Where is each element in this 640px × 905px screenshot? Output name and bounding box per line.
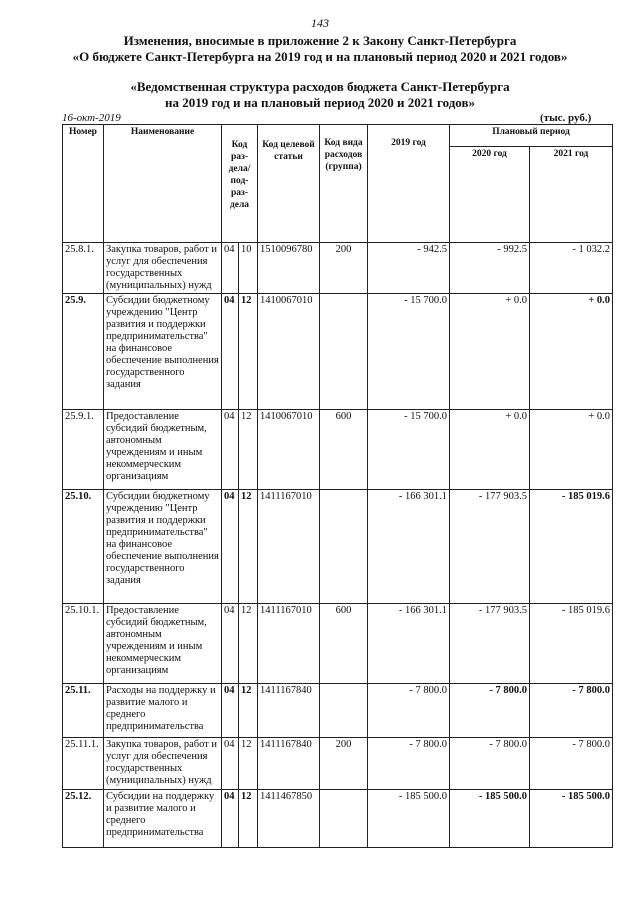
title-line-2: «О бюджете Санкт-Петербурга на 2019 год и на плановый период 2020 и 2021 годов» bbox=[72, 49, 568, 64]
row-name: Закупка товаров, работ и услуг для обеспечения государственных (муниципальных) нужд bbox=[104, 738, 222, 790]
row-2021: + 0.0 bbox=[530, 410, 613, 490]
table-row bbox=[63, 243, 613, 294]
row-2020: + 0.0 bbox=[450, 410, 530, 490]
row-expense bbox=[320, 790, 368, 848]
document-date: 16-окт-2019 bbox=[62, 112, 121, 124]
row-2021: - 7 800.0 bbox=[530, 684, 613, 738]
row-2020: - 992.5 bbox=[450, 243, 530, 294]
row-target: 1410067010 bbox=[258, 294, 320, 410]
row-2019: - 942.5 bbox=[368, 243, 450, 294]
row-number: 25.9. bbox=[63, 294, 104, 410]
units-label: (тыс. руб.) bbox=[540, 112, 592, 124]
row-2020: - 185 500.0 bbox=[450, 790, 530, 848]
subtitle-line-2: на 2019 год и на плановый период 2020 и 2021 годов» bbox=[164, 95, 475, 110]
table-row bbox=[63, 738, 613, 790]
row-2020: - 7 800.0 bbox=[450, 684, 530, 738]
row-number: 25.10. bbox=[63, 490, 104, 604]
table-row bbox=[63, 790, 613, 848]
row-name: Предоставление субсидий бюджетным, автономным учреждениям и иным некоммерческим организациям bbox=[104, 604, 222, 684]
row-name: Предоставление субсидий бюджетным, автономным учреждениям и иным некоммерческим организациям bbox=[104, 410, 222, 490]
row-expense bbox=[320, 294, 368, 410]
header-expense-type-code: Код вида расходов (группа) bbox=[320, 125, 368, 243]
row-expense: 200 bbox=[320, 738, 368, 790]
row-number: 25.10.1. bbox=[63, 604, 104, 684]
row-2021: - 7 800.0 bbox=[530, 738, 613, 790]
row-target: 1410067010 bbox=[258, 410, 320, 490]
table-row bbox=[63, 410, 613, 490]
row-number: 25.11. bbox=[63, 684, 104, 738]
document-subtitle bbox=[0, 79, 640, 111]
row-name: Субсидии бюджетному учреждению "Центр развития и поддержки предпринимательства" на финансовое обеспечение выполнения государственного задания bbox=[104, 490, 222, 604]
row-expense: 600 bbox=[320, 410, 368, 490]
row-section: 04 bbox=[222, 294, 239, 410]
row-number: 25.8.1. bbox=[63, 243, 104, 294]
row-2021: - 1 032.2 bbox=[530, 243, 613, 294]
row-subsection: 12 bbox=[239, 790, 258, 848]
row-subsection: 12 bbox=[239, 738, 258, 790]
row-subsection: 10 bbox=[239, 243, 258, 294]
subtitle-line-1: «Ведомственная структура расходов бюджета Санкт-Петербурга bbox=[130, 79, 510, 94]
row-name: Расходы на поддержку и развитие малого и среднего предпринимательства bbox=[104, 684, 222, 738]
header-year-2021: 2021 год bbox=[530, 147, 613, 243]
row-target: 1411167010 bbox=[258, 604, 320, 684]
header-planned-period: Плановый период bbox=[450, 125, 613, 147]
table-row bbox=[63, 490, 613, 604]
row-2020: - 177 903.5 bbox=[450, 604, 530, 684]
row-2019: - 185 500.0 bbox=[368, 790, 450, 848]
row-2020: - 7 800.0 bbox=[450, 738, 530, 790]
row-expense: 600 bbox=[320, 604, 368, 684]
row-target: 1411167010 bbox=[258, 490, 320, 604]
title-line-1: Изменения, вносимые в приложение 2 к Закону Санкт-Петербурга bbox=[123, 33, 517, 48]
row-expense bbox=[320, 684, 368, 738]
row-section: 04 bbox=[222, 738, 239, 790]
row-expense: 200 bbox=[320, 243, 368, 294]
row-2020: - 177 903.5 bbox=[450, 490, 530, 604]
row-2021: - 185 019.6 bbox=[530, 490, 613, 604]
row-target: 1411167840 bbox=[258, 684, 320, 738]
row-2019: - 166 301.1 bbox=[368, 604, 450, 684]
table-header bbox=[63, 125, 613, 243]
row-number: 25.12. bbox=[63, 790, 104, 848]
row-2021: + 0.0 bbox=[530, 294, 613, 410]
row-section: 04 bbox=[222, 604, 239, 684]
row-number: 25.11.1. bbox=[63, 738, 104, 790]
row-section: 04 bbox=[222, 790, 239, 848]
page-number: 143 bbox=[311, 16, 329, 30]
row-2020: + 0.0 bbox=[450, 294, 530, 410]
row-section: 04 bbox=[222, 490, 239, 604]
budget-table bbox=[62, 124, 613, 848]
table-row bbox=[63, 604, 613, 684]
row-subsection: 12 bbox=[239, 490, 258, 604]
row-2021: - 185 019.6 bbox=[530, 604, 613, 684]
row-section: 04 bbox=[222, 410, 239, 490]
row-expense bbox=[320, 490, 368, 604]
header-year-2019: 2019 год bbox=[368, 125, 450, 243]
row-2019: - 166 301.1 bbox=[368, 490, 450, 604]
document-title bbox=[0, 33, 640, 65]
row-2021: - 185 500.0 bbox=[530, 790, 613, 848]
row-section: 04 bbox=[222, 684, 239, 738]
row-target: 1510096780 bbox=[258, 243, 320, 294]
header-section-code: Код раз-дела/ под-раз-дела bbox=[222, 125, 258, 243]
row-section: 04 bbox=[222, 243, 239, 294]
table-body bbox=[63, 243, 613, 848]
row-2019: - 15 700.0 bbox=[368, 410, 450, 490]
row-subsection: 12 bbox=[239, 684, 258, 738]
row-name: Субсидии бюджетному учреждению "Центр развития и поддержки предпринимательства" на финансовое обеспечение выполнения государственного задания bbox=[104, 294, 222, 410]
row-2019: - 7 800.0 bbox=[368, 738, 450, 790]
row-number: 25.9.1. bbox=[63, 410, 104, 490]
row-subsection: 12 bbox=[239, 410, 258, 490]
row-subsection: 12 bbox=[239, 294, 258, 410]
table-row bbox=[63, 294, 613, 410]
header-number: Номер bbox=[63, 125, 104, 243]
row-name: Субсидии на поддержку и развитие малого и среднего предпринимательства bbox=[104, 790, 222, 848]
row-target: 1411467850 bbox=[258, 790, 320, 848]
row-subsection: 12 bbox=[239, 604, 258, 684]
header-name: Наименование bbox=[104, 125, 222, 243]
row-name: Закупка товаров, работ и услуг для обеспечения государственных (муниципальных) нужд bbox=[104, 243, 222, 294]
table-row bbox=[63, 684, 613, 738]
row-target: 1411167840 bbox=[258, 738, 320, 790]
row-2019: - 7 800.0 bbox=[368, 684, 450, 738]
header-target-code: Код целевой статьи bbox=[258, 125, 320, 243]
header-year-2020: 2020 год bbox=[450, 147, 530, 243]
row-2019: - 15 700.0 bbox=[368, 294, 450, 410]
